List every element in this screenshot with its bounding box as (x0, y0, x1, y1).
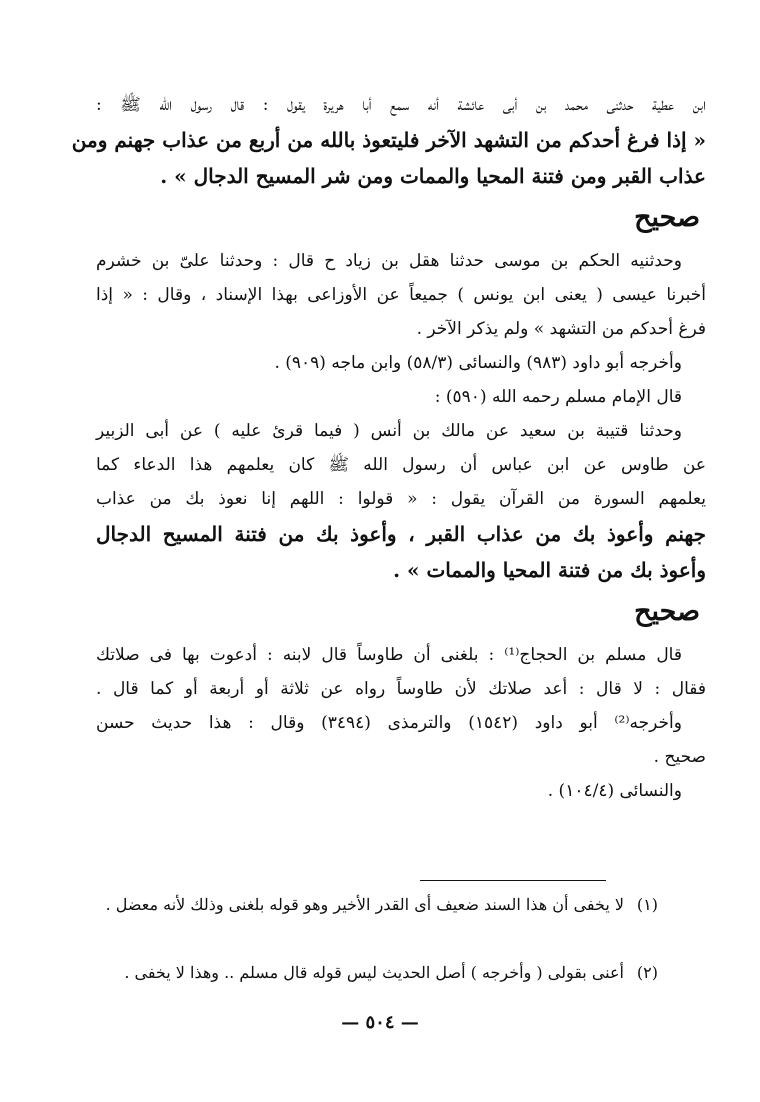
grade-heading: صحيح (634, 202, 700, 233)
text-line: قال مسلم بن الحجاج⁽¹⁾ : بلغنى أن طاوساً قال لابنه : أدعوت بها فى صلاتك (96, 645, 682, 665)
text-line: وحدثنا قتيبة بن سعيد عن مالك بن أنس ( فيما قرئ عليه ) عن أبى الزبير (96, 421, 682, 441)
footnote-text: لا يخفى أن هذا السند ضعيف أى القدر الأخير وهو قوله بلغنى وذلك لأنه معضل . (105, 895, 624, 914)
text-line: ابن عطية حدثنى محمد بن أبى عائشة أنه سمع أبا هريرة يقول : قال رسول الله ﷺ : (96, 95, 706, 115)
hadith-line: وأعوذ بك من فتنة المحيا والممات » . (393, 558, 706, 582)
text-line: أخبرنا عيسى ( يعنى ابن يونس ) جميعاً عن الأوزاعى بهذا الإسناد ، وقال : « إذا (96, 285, 706, 305)
text-line: عن طاوس عن ابن عباس أن رسول الله ﷺ كان يعلمهم هذا الدعاء كما (96, 455, 706, 475)
text-line: فرغ أحدكم من التشهد » ولم يذكر الآخر . (416, 319, 706, 339)
hadith-line: جهنم وأعوذ بك من عذاب القبر ، وأعوذ بك من فتنة المسيح الدجال (96, 522, 706, 546)
text-line: فقال : لا قال : أعد صلاتك لأن طاوساً رواه عن ثلاثة أو أربعة أو كما قال . (96, 679, 706, 699)
footnote (96, 958, 658, 988)
grade-heading: صحيح (634, 596, 700, 627)
footnote-number: (٢) (636, 963, 658, 982)
hadith-line: « إذا فرغ أحدكم من التشهد الآخر فليتعوذ بالله من أربع من عذاب جهنم ومن (71, 128, 706, 152)
footnote (96, 890, 658, 920)
footnote-number: (١) (636, 895, 658, 914)
takhrij-line: وأخرجه⁽²⁾ أبو داود (١٥٤٢) والترمذى (٣٤٩٤) وقال : هذا حديث حسن (96, 713, 682, 733)
takhrij-line: والنسائى (١٠٤/٤) . (547, 781, 682, 801)
takhrij-line: وأخرجه أبو داود (٩٨٣) والنسائى (٥٨/٣) وابن ماجه (٩٠٩) . (274, 353, 682, 373)
text-line: صحيح . (653, 747, 706, 767)
hadith-line: عذاب القبر ومن فتنة المحيا والممات ومن شر المسيح الدجال » . (160, 164, 706, 188)
footnote-divider (420, 880, 606, 881)
text-line: قال الإمام مسلم رحمه الله (٥٩٠) : (434, 387, 682, 407)
text-line: وحدثنيه الحكم بن موسى حدثنا هقل بن زياد ح قال : وحدثنا علىّ بن خشرم (96, 251, 682, 271)
page-body (71, 88, 706, 808)
footnote-text: أعنى بقولى ( وأخرجه ) أصل الحديث ليس قوله قال مسلم .. وهذا لا يخفى . (124, 963, 624, 982)
text-line: يعلمهم السورة من القرآن يقول : « قولوا : اللهم إنا نعوذ بك من عذاب (96, 489, 706, 509)
page-number: — ٥٠٤ — (341, 1012, 419, 1033)
